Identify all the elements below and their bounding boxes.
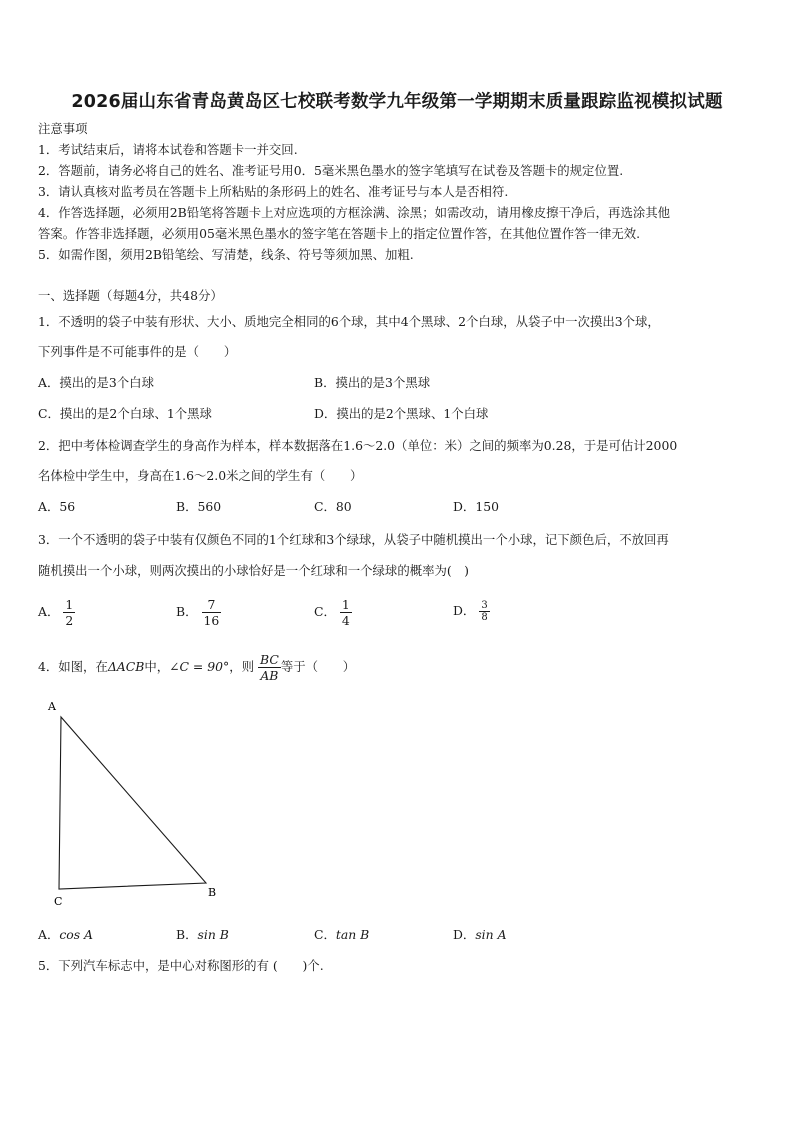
q2-option-d: D．150 bbox=[453, 499, 499, 514]
q4-option-d-value: sin A bbox=[475, 927, 507, 942]
q4-option-c bbox=[314, 927, 369, 943]
q3-option-a-numerator: 1 bbox=[65, 597, 74, 612]
q3-option-d-numerator: 3 bbox=[481, 600, 488, 611]
q4-stem-mid1: 中， bbox=[144, 659, 170, 674]
q1-option-b: B．摸出的是3个黑球 bbox=[314, 375, 431, 390]
q3-stem-line2: 随机摸出一个小球，则两次摸出的小球恰好是一个红球和一个绿球的概率为( ) bbox=[38, 563, 469, 578]
q4-option-a-value: cos A bbox=[59, 927, 93, 942]
q3-option-b-denominator: 16 bbox=[203, 613, 220, 628]
notice-item-3: 3．请认真核对监考员在答题卡上所粘贴的条形码上的姓名、准考证号与本人是否相符. bbox=[38, 184, 509, 199]
notice-item-2: 2．答题前，请务必将自己的姓名、准考证号用0．5毫米黑色墨水的签字笔填写在试卷及答题卡的规定位置. bbox=[38, 163, 624, 178]
q4-ratio-fraction bbox=[258, 652, 281, 683]
q4-triangle-figure bbox=[40, 696, 230, 911]
q3-option-d-label: D． bbox=[453, 603, 476, 618]
q4-option-b bbox=[176, 927, 229, 943]
q2-option-a: A．56 bbox=[38, 499, 76, 514]
q3-option-c-numerator: 1 bbox=[341, 597, 350, 612]
page-title: 2026届山东省青岛黄岛区七校联考数学九年级第一学期期末质量跟踪监视模拟试题 bbox=[71, 92, 723, 112]
q3-option-d-fraction bbox=[479, 600, 489, 623]
q4-option-c-label: C． bbox=[314, 927, 336, 942]
q1-option-d: D．摸出的是2个黑球、1个白球 bbox=[314, 406, 489, 421]
q3-option-d-denominator: 8 bbox=[481, 612, 488, 623]
q4-ratio-denominator: AB bbox=[260, 668, 279, 683]
q4-option-a-label: A． bbox=[38, 927, 60, 942]
q3-option-b-numerator: 7 bbox=[202, 597, 222, 613]
q3-option-a-label: A． bbox=[38, 604, 60, 619]
q3-stem-line1: 3．一个不透明的袋子中装有仅颜色不同的1个红球和3个绿球，从袋子中随机摸出一个小球，记下颜色后，不放回再 bbox=[38, 532, 669, 547]
notice-item-5: 5．如需作图，须用2B铅笔绘、写清楚，线条、符号等须加黑、加粗. bbox=[38, 247, 414, 262]
q3-option-c bbox=[314, 597, 352, 628]
q4-vertex-c-label: C bbox=[54, 895, 63, 908]
q3-option-d bbox=[453, 600, 490, 623]
q3-option-b-label: B． bbox=[176, 604, 198, 619]
q4-triangle-shape bbox=[59, 717, 206, 889]
q2-option-b: B．560 bbox=[176, 499, 222, 514]
q4-option-d bbox=[453, 927, 507, 943]
q1-stem-line1: 1．不透明的袋子中装有形状、大小、质地完全相同的6个球，其中4个黑球、2个白球，从袋子中一次摸出3个球， bbox=[38, 314, 660, 329]
q3-option-c-denominator: 4 bbox=[341, 613, 350, 628]
q4-option-b-value: sin B bbox=[197, 927, 229, 942]
q4-option-a bbox=[38, 927, 93, 943]
q3-option-a-denominator: 2 bbox=[65, 613, 74, 628]
q4-vertex-a-label: A bbox=[48, 700, 56, 713]
q4-vertex-b-label: B bbox=[208, 886, 217, 899]
q3-option-c-fraction bbox=[340, 597, 352, 628]
q4-angle-condition: ∠C = 90° bbox=[169, 659, 230, 674]
q3-option-c-label: C． bbox=[314, 604, 336, 619]
q3-option-b bbox=[176, 597, 221, 628]
q4-stem-mid2: ，则 bbox=[229, 659, 254, 674]
q4-stem-suffix: 等于（ ） bbox=[280, 659, 356, 674]
notice-item-4-cont: 答案。作答非选择题，必须用05毫米黑色墨水的签字笔在答题卡上的指定位置作答，在其他位置作答一律无效. bbox=[38, 226, 641, 241]
q3-option-a-fraction bbox=[63, 597, 75, 628]
q4-stem bbox=[38, 652, 355, 683]
q4-ratio-numerator: BC bbox=[259, 652, 279, 667]
q4-triangle-name: ΔACB bbox=[107, 659, 145, 674]
notice-item-4: 4．作答选择题，必须用2B铅笔将答题卡上对应选项的方框涂满、涂黑；如需改动，请用橡皮擦干净后，再选涂其他 bbox=[38, 205, 671, 220]
q2-stem-line1: 2．把中考体检调查学生的身高作为样本，样本数据落在1.6～2.0（单位：米）之间的频率为0.28，于是可估计2000 bbox=[38, 438, 678, 453]
q3-option-a bbox=[38, 597, 75, 628]
notice-item-1: 1．考试结束后，请将本试卷和答题卡一并交回. bbox=[38, 142, 298, 157]
q5-stem: 5．下列汽车标志中，是中心对称图形的有 ( )个. bbox=[38, 958, 324, 973]
q1-option-c: C．摸出的是2个白球、1个黑球 bbox=[38, 406, 212, 421]
q3-option-b-fraction bbox=[202, 597, 222, 628]
q4-option-d-label: D． bbox=[453, 927, 476, 942]
q4-option-b-label: B． bbox=[176, 927, 198, 942]
q4-option-c-value: tan B bbox=[335, 927, 370, 942]
section-heading: 一、选择题（每题4分，共48分） bbox=[38, 288, 223, 303]
q2-option-c: C．80 bbox=[314, 499, 352, 514]
notice-heading: 注意事项 bbox=[38, 121, 88, 136]
q2-stem-line2: 名体检中学生中，身高在1.6～2.0米之间的学生有（ ） bbox=[38, 468, 363, 483]
q4-stem-prefix: 4．如图，在 bbox=[38, 659, 108, 674]
q1-stem-line2: 下列事件是不可能事件的是（ ） bbox=[38, 344, 237, 359]
q1-option-a: A．摸出的是3个白球 bbox=[38, 375, 154, 390]
